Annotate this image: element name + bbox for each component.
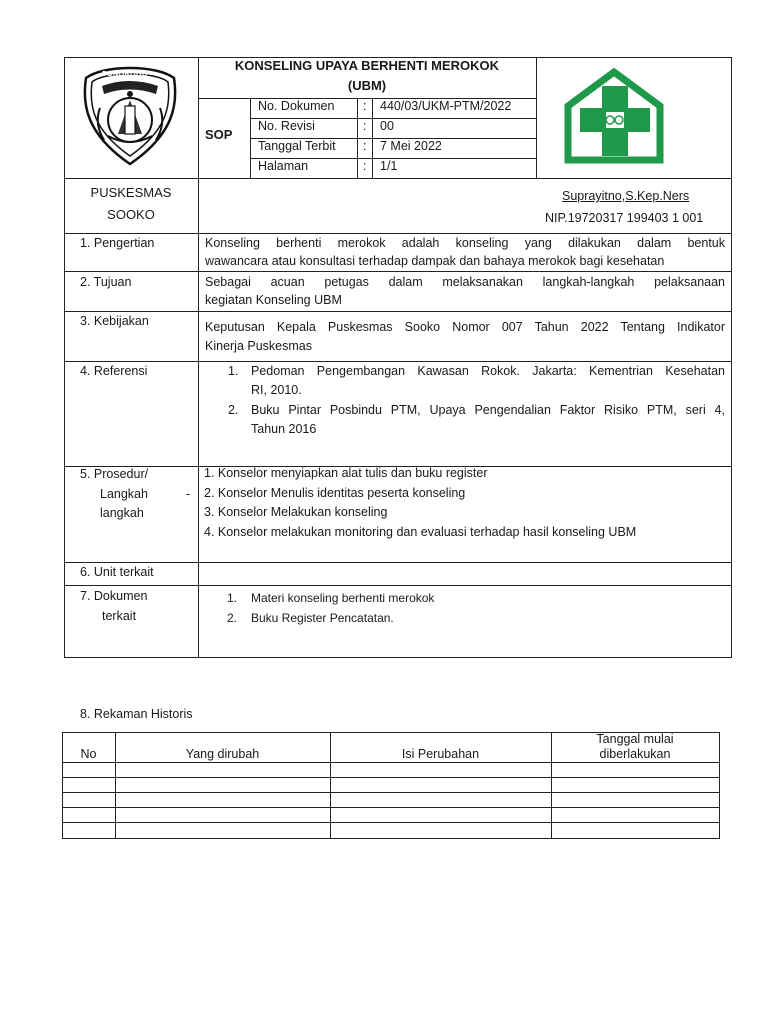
signer-name: Suprayitno,S.Kep.Ners bbox=[562, 189, 690, 203]
logo-left-text: PONOROGO bbox=[102, 71, 149, 78]
rekaman-header-isi-perubahan: Isi Perubahan bbox=[401, 747, 480, 761]
prosedur-step: 2. Konselor Menulis identitas peserta konseling bbox=[204, 486, 466, 500]
doc-field-colon: : bbox=[363, 159, 367, 173]
kebijakan-text-line1: Keputusan Kepala Puskesmas Sooko Nomor 007 Tahun 2022 Tentang Indikator bbox=[205, 320, 725, 334]
doc-field-colon: : bbox=[363, 99, 367, 113]
referensi-item-line2: RI, 2010. bbox=[251, 383, 302, 397]
rekaman-header-tanggal-line1: Tanggal mulai bbox=[596, 732, 674, 746]
doc-field-value: 1/1 bbox=[380, 159, 398, 173]
org-name-line1: PUSKESMAS bbox=[90, 185, 172, 200]
doc-field-colon: : bbox=[363, 119, 367, 133]
rekaman-historis-title: 8. Rekaman Historis bbox=[80, 707, 193, 721]
section-label-kebijakan: 3. Kebijakan bbox=[80, 314, 149, 328]
rekaman-header-yang-dirubah: Yang dirubah bbox=[185, 747, 260, 761]
doc-field-value: 440/03/UKM-PTM/2022 bbox=[380, 99, 512, 113]
prosedur-step: 4. Konselor melakukan monitoring dan evaluasi terhadap hasil konseling UBM bbox=[204, 525, 637, 539]
sop-label: SOP bbox=[205, 127, 233, 142]
org-name-line2: SOOKO bbox=[107, 207, 155, 222]
referensi-item-number: 1. bbox=[228, 364, 239, 378]
referensi-item-line1: Buku Pintar Posbindu PTM, Upaya Pengendalian Faktor Risiko PTM, seri 4, bbox=[251, 403, 725, 417]
section-label-prosedur-line3: langkah bbox=[100, 506, 144, 520]
tujuan-text-line1: Sebagai acuan petugas dalam melaksanakan langkah-langkah pelaksanaan bbox=[205, 275, 725, 289]
referensi-item-number: 2. bbox=[228, 403, 239, 417]
doc-field-label: No. Revisi bbox=[258, 119, 315, 133]
referensi-item-line2: Tahun 2016 bbox=[251, 422, 317, 436]
section-label-dokumen-terkait: 7. Dokumen bbox=[80, 589, 148, 603]
section-label-unit-terkait: 6. Unit terkait bbox=[80, 565, 154, 579]
doc-field-label: No. Dokumen bbox=[258, 99, 335, 113]
section-label-pengertian: 1. Pengertian bbox=[80, 236, 155, 250]
dokumen-item-number: 2. bbox=[227, 611, 238, 625]
ponorogo-crest-icon bbox=[78, 64, 183, 168]
tujuan-text-line2: kegiatan Konseling UBM bbox=[205, 293, 342, 307]
section-label-prosedur: 5. Prosedur/ bbox=[80, 467, 149, 481]
kebijakan-text-line2: Kinerja Puskesmas bbox=[205, 339, 312, 353]
referensi-item-line1: Pedoman Pengembangan Kawasan Rokok. Jakarta: Kementrian Kesehatan bbox=[251, 364, 725, 378]
prosedur-step: 3. Konselor Melakukan konseling bbox=[204, 505, 388, 519]
section-label-prosedur-line2: Langkah bbox=[100, 487, 148, 501]
dokumen-item-number: 1. bbox=[227, 591, 238, 605]
rekaman-header-tanggal-line2: diberlakukan bbox=[599, 747, 671, 761]
puskesmas-cross-icon bbox=[562, 68, 666, 164]
dokumen-item-text: Materi konseling berhenti merokok bbox=[251, 591, 435, 605]
doc-field-value: 7 Mei 2022 bbox=[380, 139, 442, 153]
doc-field-label: Halaman bbox=[258, 159, 309, 173]
doc-field-label: Tanggal Terbit bbox=[258, 139, 336, 153]
pengertian-text-line1: Konseling berhenti merokok adalah konseling yang dilakukan dalam bentuk bbox=[205, 236, 725, 250]
section-label-tujuan: 2. Tujuan bbox=[80, 275, 132, 289]
prosedur-step: 1. Konselor menyiapkan alat tulis dan buku register bbox=[204, 466, 488, 480]
section-label-dokumen-terkait-line2: terkait bbox=[102, 609, 137, 623]
rekaman-header-no: No bbox=[80, 747, 97, 761]
doc-field-colon: : bbox=[363, 139, 367, 153]
sop-title-line1: KONSELING UPAYA BERHENTI MEROKOK bbox=[234, 58, 500, 73]
section-label-prosedur-dash: - bbox=[186, 487, 191, 501]
doc-field-value: 00 bbox=[380, 119, 394, 133]
dokumen-item-text: Buku Register Pencatatan. bbox=[251, 611, 394, 625]
pengertian-text-line2: wawancara atau konsultasi terhadap dampak dan bahaya merokok bagi kesehatan bbox=[205, 254, 665, 268]
signer-nip: NIP.19720317 199403 1 001 bbox=[545, 211, 704, 225]
section-label-referensi: 4. Referensi bbox=[80, 364, 148, 378]
sop-title-line2: (UBM) bbox=[347, 78, 387, 93]
